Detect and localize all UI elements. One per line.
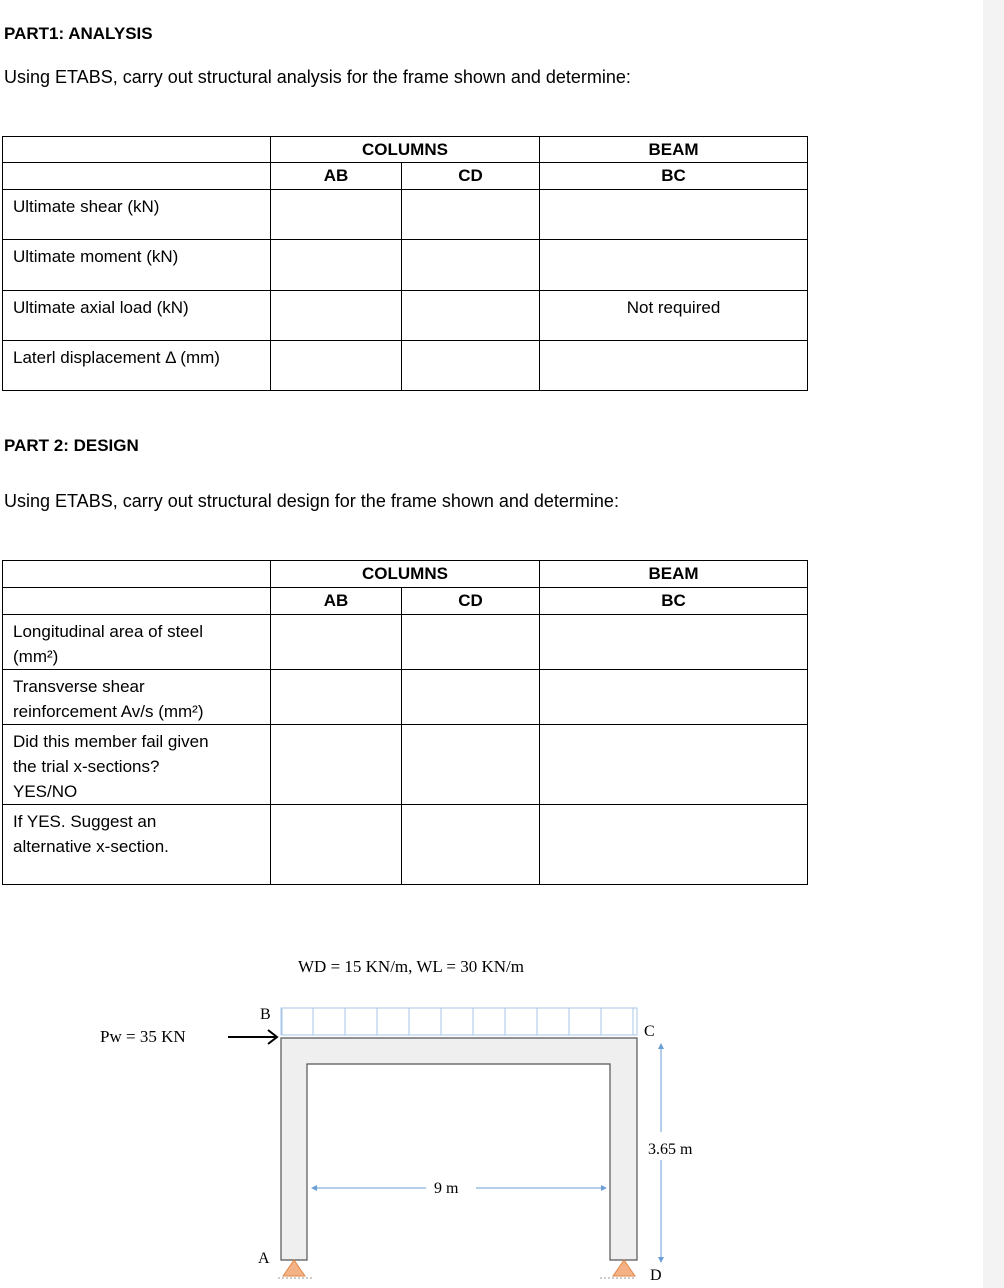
wind-label: Pw = 35 KN (100, 1027, 186, 1046)
row-label-alternative-section (3, 805, 271, 885)
analysis-beam-header: BEAM (540, 137, 808, 163)
analysis-col-ab: AB (271, 163, 402, 190)
design-beam-header: BEAM (540, 561, 808, 588)
support-a (278, 1260, 312, 1278)
row-label-line: Transverse shear (13, 677, 145, 696)
cell-shear-bc (540, 190, 808, 240)
load-label: WD = 15 KN/m, WL = 30 KN/m (298, 957, 524, 976)
cell-shear-ab (271, 190, 402, 240)
node-c-label: C (644, 1023, 655, 1040)
design-col-bc: BC (540, 588, 808, 615)
table-row (3, 341, 808, 391)
table-row (3, 240, 808, 291)
cell-long-cd (402, 615, 540, 670)
row-label-ultimate-shear: Ultimate shear (kN) (3, 190, 271, 240)
support-d (600, 1260, 635, 1278)
cell-fail-cd (402, 725, 540, 805)
row-label-line: alternative x-section. (13, 837, 169, 856)
row-label-line: Did this member fail given (13, 732, 209, 751)
table-row (3, 190, 808, 240)
row-label-line: If YES. Suggest an (13, 812, 157, 831)
vertical-scrollbar[interactable] (983, 0, 1004, 1288)
cell-alt-bc (540, 805, 808, 885)
cell-disp-cd (402, 341, 540, 391)
cell-disp-ab (271, 341, 402, 391)
row-label-longitudinal-steel (3, 615, 271, 670)
cell-axial-ab (271, 291, 402, 341)
part1-intro: Using ETABS, carry out structural analysis for the frame shown and determine: (4, 67, 631, 87)
node-d-label: D (650, 1267, 662, 1284)
height-label: 3.65 m (648, 1141, 693, 1158)
cell-fail-ab (271, 725, 402, 805)
analysis-col-bc: BC (540, 163, 808, 190)
row-label-ultimate-moment: Ultimate moment (kN) (3, 240, 271, 291)
row-label-member-fail (3, 725, 271, 805)
cell-alt-ab (271, 805, 402, 885)
design-table (2, 560, 808, 885)
cell-moment-bc (540, 240, 808, 291)
table-row (3, 670, 808, 725)
node-b-label: B (260, 1006, 271, 1023)
cell-moment-cd (402, 240, 540, 291)
distributed-load (281, 1008, 637, 1035)
table-row (3, 805, 808, 885)
cell-fail-bc (540, 725, 808, 805)
design-col-ab: AB (271, 588, 402, 615)
part1-heading: PART1: ANALYSIS (4, 24, 153, 43)
analysis-columns-header: COLUMNS (271, 137, 540, 163)
wind-arrow-icon (228, 1030, 277, 1044)
portal-frame (281, 1038, 637, 1260)
table-row (3, 725, 808, 805)
design-col-cd: CD (402, 588, 540, 615)
table-row (3, 291, 808, 341)
table-row (3, 615, 808, 670)
span-label: 9 m (434, 1180, 459, 1197)
cell-alt-cd (402, 805, 540, 885)
design-subheader-blank (3, 588, 271, 615)
cell-disp-bc (540, 341, 808, 391)
row-label-lateral-displacement: Laterl displacement Δ (mm) (3, 341, 271, 391)
analysis-corner-cell (3, 137, 271, 163)
design-columns-header: COLUMNS (271, 561, 540, 588)
frame-diagram (0, 940, 983, 1288)
part2-heading: PART 2: DESIGN (4, 436, 139, 455)
cell-trans-ab (271, 670, 402, 725)
cell-long-ab (271, 615, 402, 670)
cell-long-bc (540, 615, 808, 670)
row-label-line: reinforcement Av/s (mm²) (13, 702, 204, 721)
row-label-ultimate-axial: Ultimate axial load (kN) (3, 291, 271, 341)
cell-trans-bc (540, 670, 808, 725)
cell-trans-cd (402, 670, 540, 725)
cell-axial-cd (402, 291, 540, 341)
row-label-line: (mm²) (13, 647, 59, 666)
row-label-line: Longitudinal area of steel (13, 622, 203, 641)
node-a-label: A (258, 1250, 270, 1267)
row-label-line: YES/NO (13, 782, 78, 801)
analysis-col-cd: CD (402, 163, 540, 190)
cell-shear-cd (402, 190, 540, 240)
cell-moment-ab (271, 240, 402, 291)
part2-intro: Using ETABS, carry out structural design for the frame shown and determine: (4, 491, 619, 511)
cell-axial-bc: Not required (540, 291, 808, 341)
analysis-subheader-blank (3, 163, 271, 190)
row-label-transverse-shear (3, 670, 271, 725)
row-label-line: the trial x-sections? (13, 757, 160, 776)
analysis-table (2, 136, 808, 391)
design-corner-cell (3, 561, 271, 588)
